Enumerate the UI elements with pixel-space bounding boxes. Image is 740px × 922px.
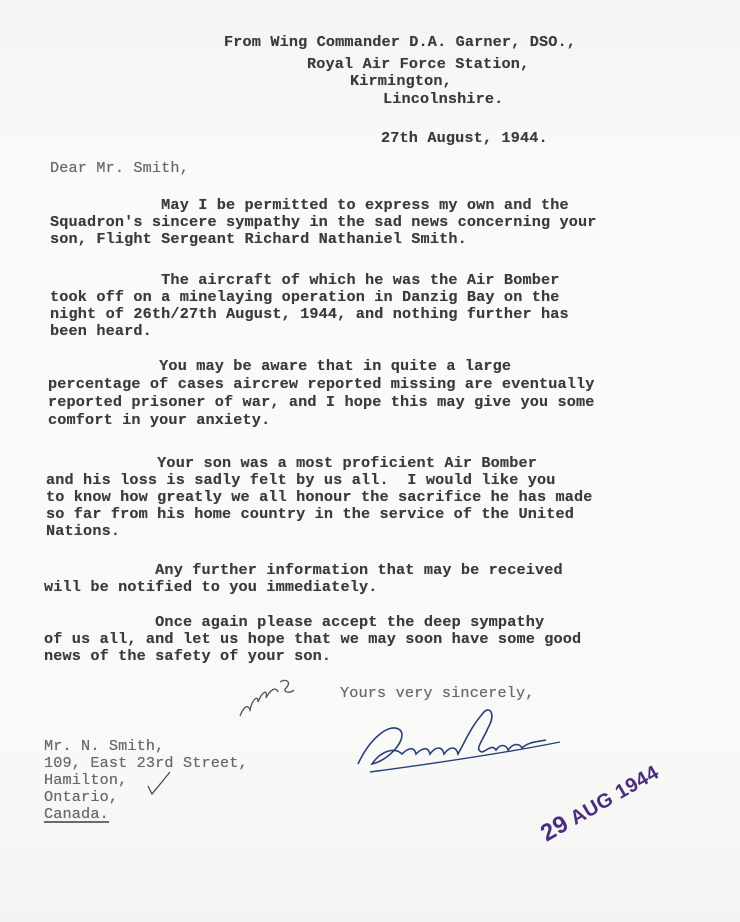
closing: Yours very sincerely,: [340, 684, 535, 702]
paragraph-line: Any further information that may be received: [44, 561, 563, 579]
letterhead-station: Royal Air Force Station,: [307, 55, 530, 73]
paragraph-line: Nations.: [46, 522, 121, 540]
letterhead-town: Kirmington,: [350, 72, 452, 90]
signature-icon: [350, 698, 570, 778]
recipient-province: Ontario,: [44, 788, 119, 806]
paragraph-line: will be notified to you immediately.: [44, 578, 378, 596]
letterhead-county: Lincolnshire.: [383, 90, 504, 108]
paragraph-line: comfort in your anxiety.: [48, 411, 271, 429]
stamp-day: 29: [536, 809, 574, 848]
paragraph-line: son, Flight Sergeant Richard Nathaniel Smith.: [50, 230, 467, 248]
stamp-month-year: AUG 1944: [561, 761, 663, 833]
recipient-city: Hamilton,: [44, 771, 128, 789]
paragraph-line: Once again please accept the deep sympathy: [44, 613, 545, 631]
paragraph-line: The aircraft of which he was the Air Bomber: [50, 271, 560, 289]
paragraph-line: been heard.: [50, 322, 152, 340]
paragraph-line: night of 26th/27th August, 1944, and nothing further has: [50, 305, 569, 323]
check-mark-icon: [144, 770, 174, 798]
paragraph-line: reported prisoner of war, and I hope this may give you some: [48, 393, 595, 411]
paragraph-line: took off on a minelaying operation in Danzig Bay on the: [50, 288, 560, 306]
paragraph-line: percentage of cases aircrew reported missing are eventually: [48, 375, 595, 393]
recipient-name: Mr. N. Smith,: [44, 737, 165, 755]
paragraph-line: news of the safety of your son.: [44, 647, 332, 665]
paragraph-line: May I be permitted to express my own and the: [50, 196, 569, 214]
recipient-country: Canada.: [44, 805, 109, 823]
handwritten-initials-icon: [236, 676, 296, 722]
paragraph-line: so far from his home country in the service of the United: [46, 505, 575, 523]
letterhead-from: From Wing Commander D.A. Garner, DSO.,: [224, 33, 577, 51]
paragraph-line: of us all, and let us hope that we may soon have some good: [44, 630, 582, 648]
paragraph-line: and his loss is sadly felt by us all. I would like you: [46, 471, 556, 489]
paragraph-line: to know how greatly we all honour the sacrifice he has made: [46, 488, 593, 506]
letter-date: 27th August, 1944.: [381, 129, 548, 147]
paragraph-line: You may be aware that in quite a large: [48, 357, 512, 375]
recipient-street: 109, East 23rd Street,: [44, 754, 248, 772]
paragraph-line: Squadron's sincere sympathy in the sad news concerning your: [50, 213, 597, 231]
salutation: Dear Mr. Smith,: [50, 159, 189, 177]
paragraph-line: Your son was a most proficient Air Bomber: [46, 454, 537, 472]
